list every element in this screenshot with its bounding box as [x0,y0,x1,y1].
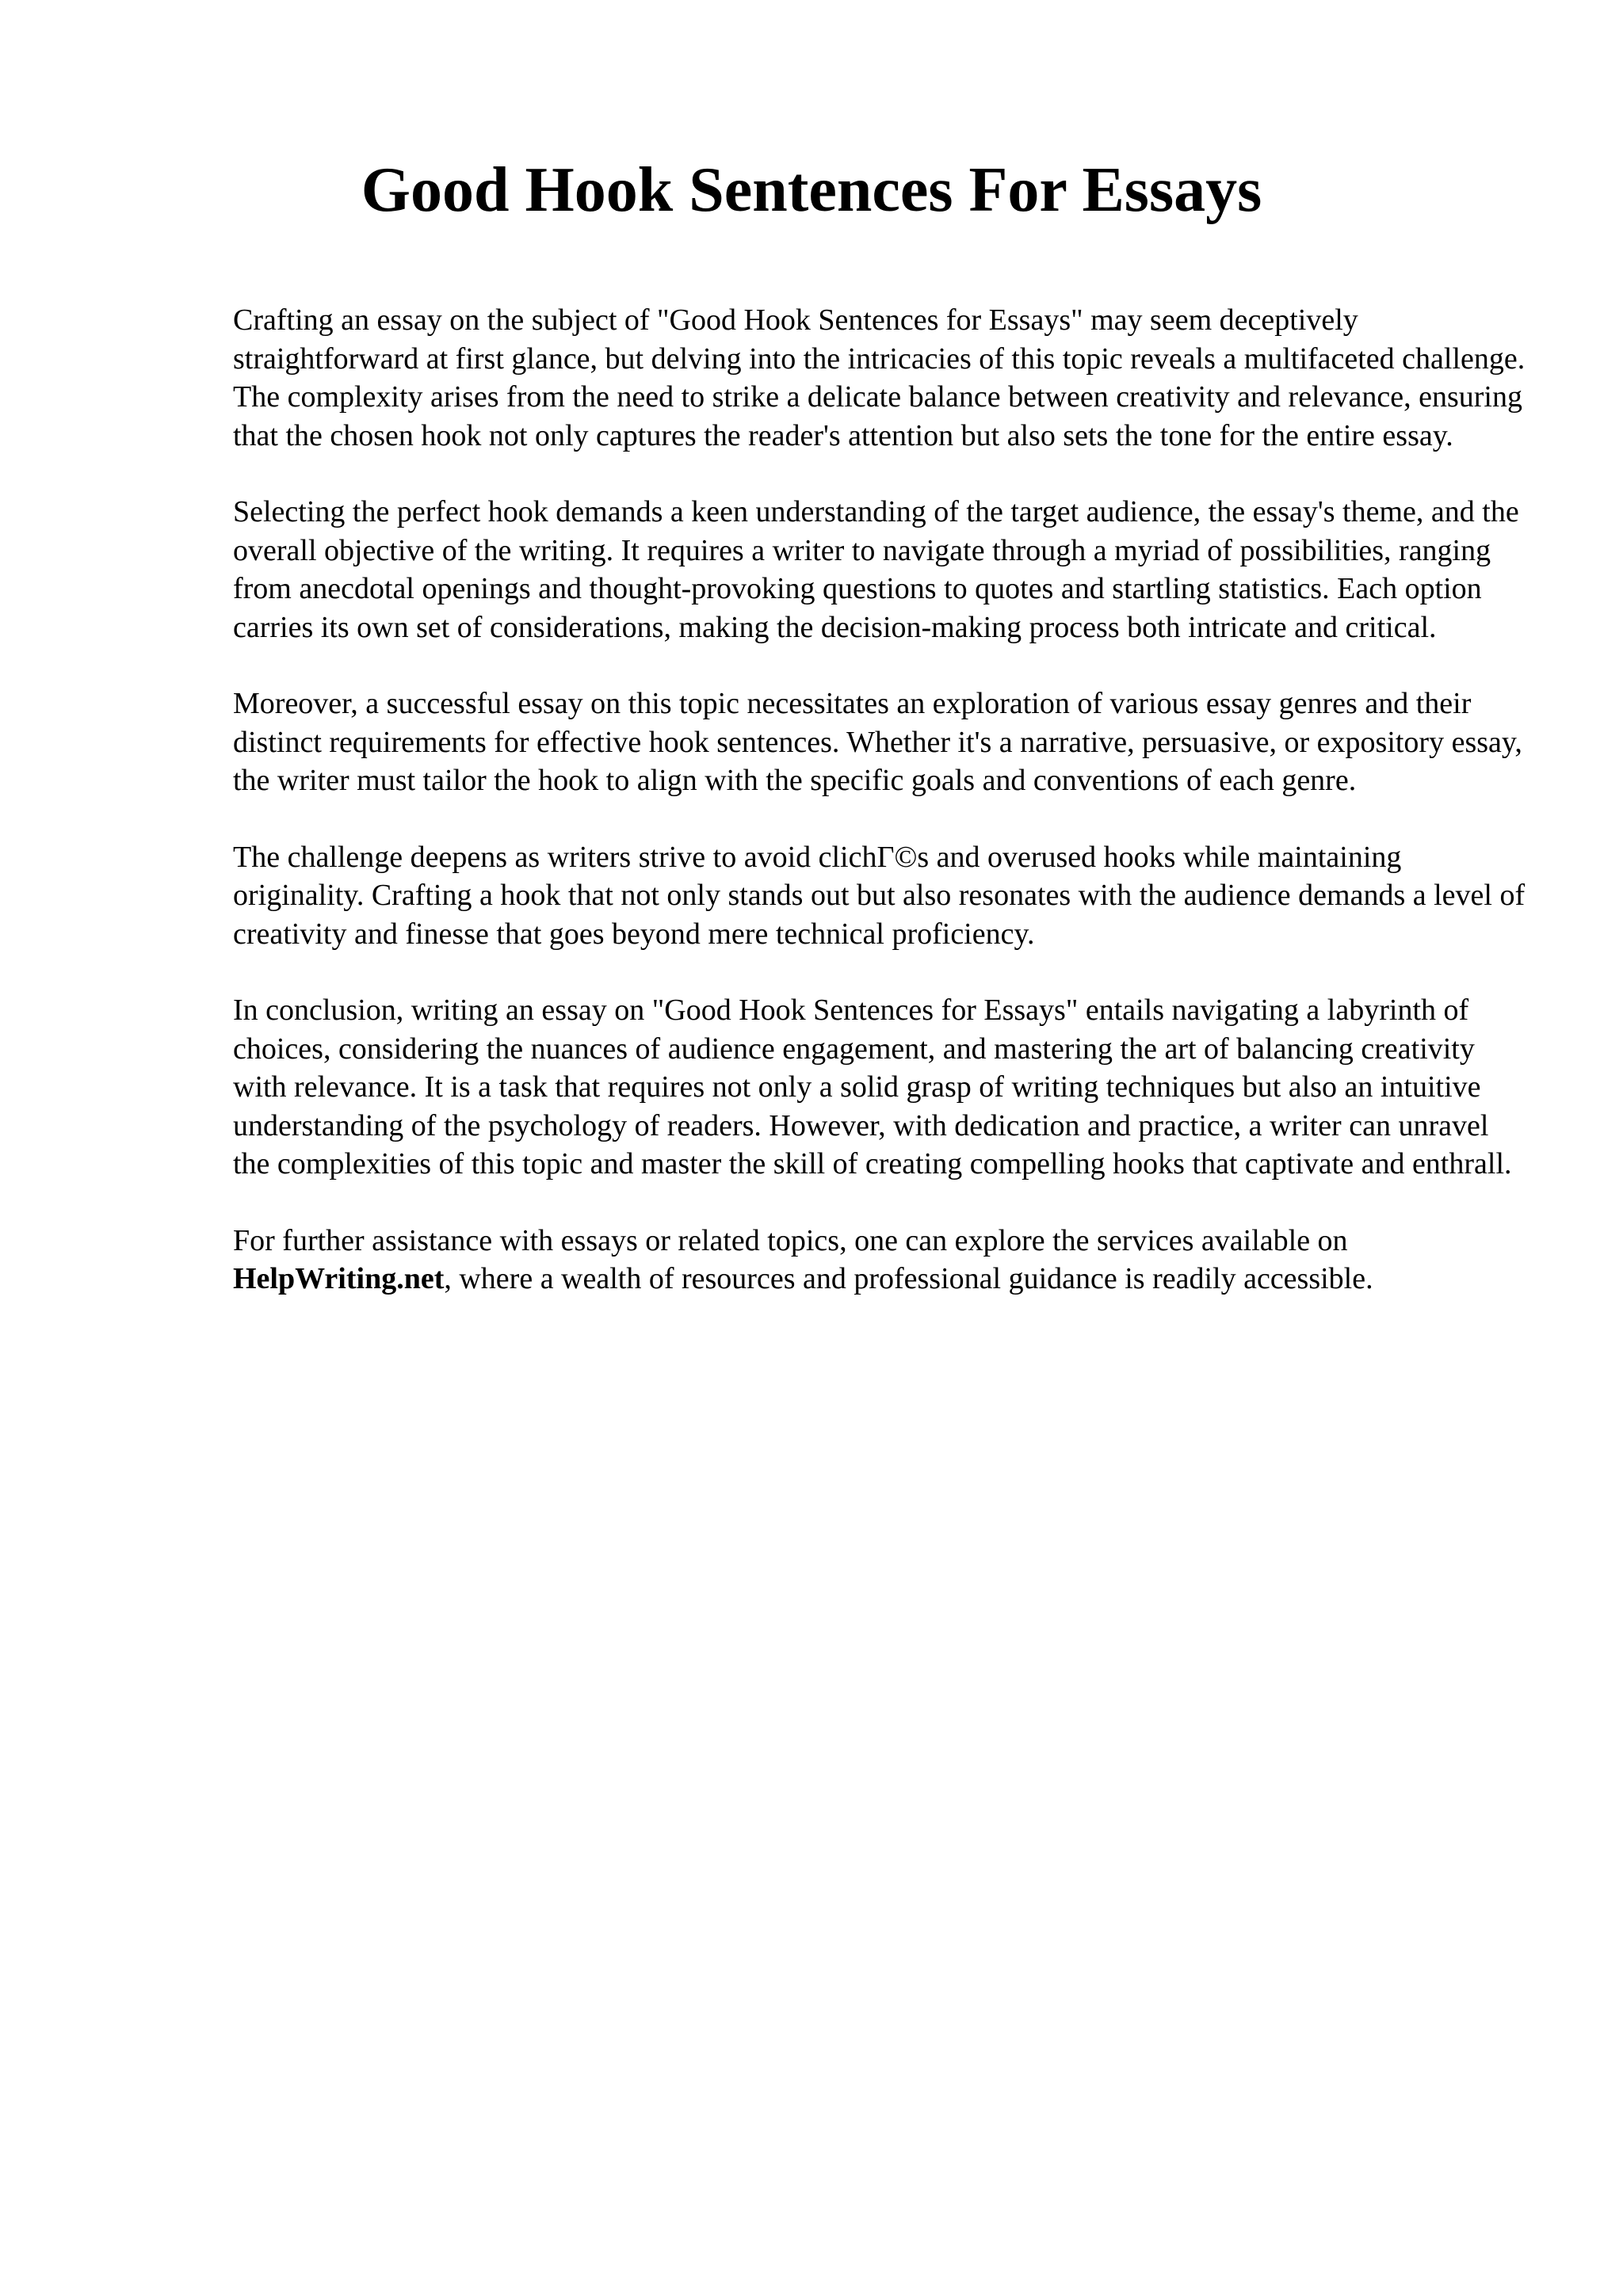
paragraph-1: Crafting an essay on the subject of "Good Hook Sentences for Essays" may seem deceptively straightforward at first glance, but delving into the intricacies of this topic reveals a multifaceted challenge. The complexity arises from the need to strike a delicate balance between creativity and relevance, ensuring that the chosen hook not only captures the reader's attention but also sets the tone for the entire essay. [233,303,1526,452]
document-body [233,301,1533,1337]
closing-text-before: For further assistance with essays or related topics, one can explore the services available on [233,1223,1348,1257]
paragraph-4: The challenge deepens as writers strive to avoid clichΓ©s and overused hooks while maintaining originality. Crafting a hook that not only stands out but also resonates with the audience demands a level of creativity and finesse that goes beyond mere technical proficiency. [233,840,1526,951]
paragraph-3: Moreover, a successful essay on this topic necessitates an exploration of various essay genres and their distinct requirements for effective hook sentences. Whether it's a narrative, persuasive, or expository essay, the writer must tailor the hook to align with the specific goals and conventions of each genre. [233,687,1522,797]
document-title: Good Hook Sentences For Essays [361,155,1262,225]
paragraph-5: In conclusion, writing an essay on "Good Hook Sentences for Essays" entails navigating a labyrinth of choices, considering the nuances of audience engagement, and mastering the art of balancing creativity with relevance. It is a task that requires not only a solid grasp of writing techniques but also an intuitive understanding of the psychology of readers. However, with dedication and practice, a writer can unravel the complexities of this topic and master the skill of creating compelling hooks that captivate and enthrall. [233,994,1512,1180]
closing-text-after: , where a wealth of resources and professional guidance is readily accessible. [444,1262,1373,1295]
closing-paragraph [233,1222,1533,1299]
brand-name: HelpWriting.net [233,1262,445,1295]
paragraph-2: Selecting the perfect hook demands a keen understanding of the target audience, the essay's theme, and the overall objective of the writing. It requires a writer to navigate through a myriad of possibilities, ranging from anecdotal openings and thought-provoking questions to quotes and startling statistics. Each option carries its own set of considerations, making the decision-making process both intricate and critical. [233,495,1519,644]
